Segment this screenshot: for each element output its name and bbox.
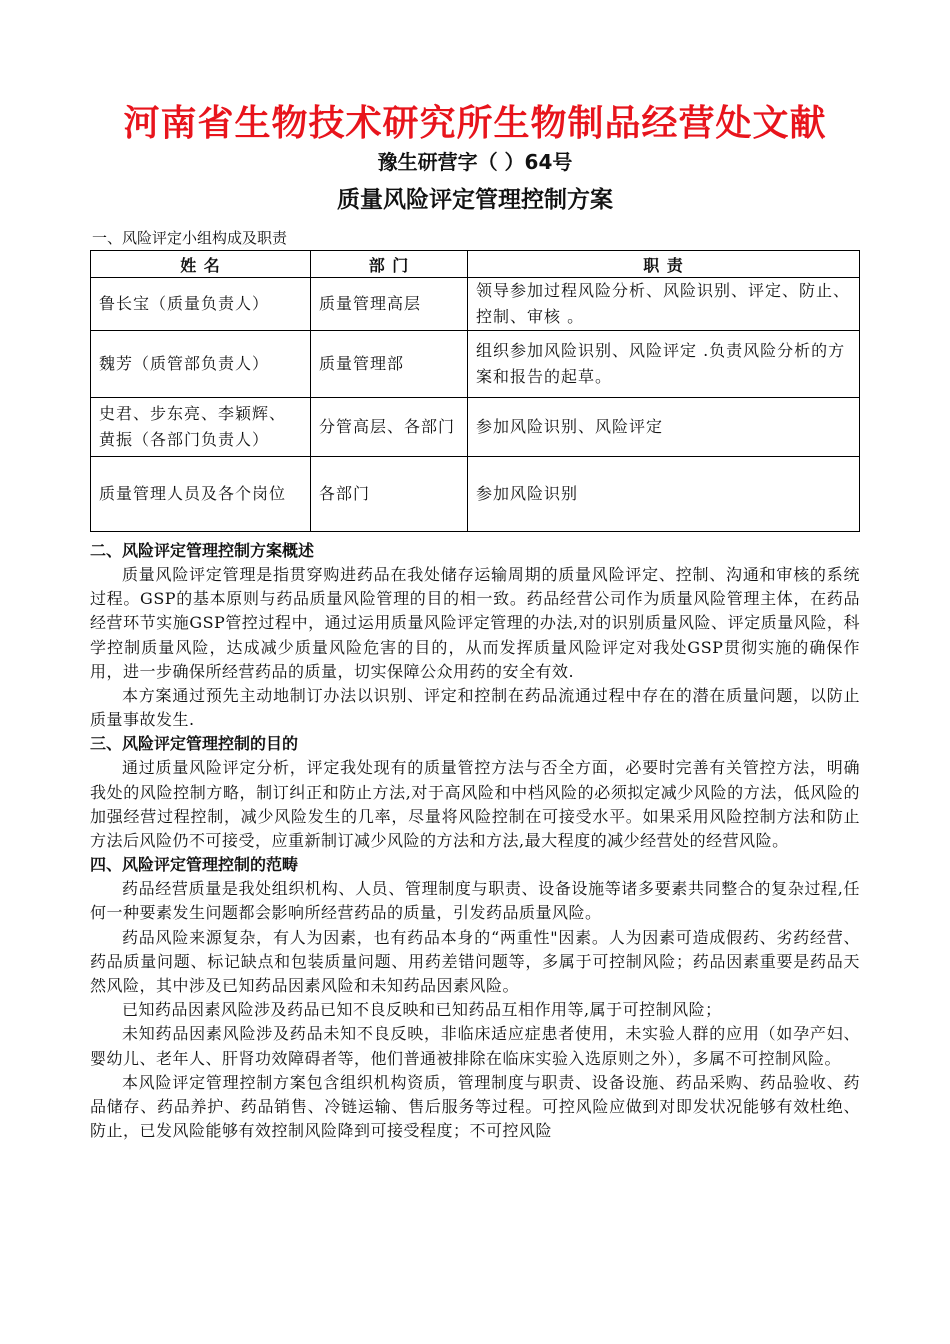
duty-table [90,250,860,532]
doc-title: 质量风险评定管理控制方案 [337,187,613,213]
section4-paragraph: 药品风险来源复杂，有人为因素，也有药品本身的“两重性"因素。人为因素可造成假药、劣药经营、药品质量问题、标记缺点和包装质量问题、用药差错问题等，多属于可控制风险；药品因素重要是药品天然风险，其中涉及已知药品因素风险和未知药品因素风险。 [90,927,860,996]
doc-number: 豫生研营字（ ）64号 [377,150,573,174]
section4-heading: 四、风险评定管理控制的范畴 [90,855,299,875]
section4-paragraph: 本风险评定管理控制方案包含组织机构资质，管理制度与职责、设备设施、药品采购、药品验收、药品储存、药品养护、药品销售、冷链运输、售后服务等过程。可控风险应做到对即发状况能够有效杜绝、防止，已发风险能够有效控制风险降到可接受程度；不可控风险 [90,1072,860,1141]
table-row [91,398,860,457]
cell-duty: 参加风险识别、风险评定 [468,398,860,457]
cell-duty: 组织参加风险识别、风险评定 .负责风险分析的方案和报告的起草。 [468,331,860,398]
section2-paragraph: 质量风险评定管理是指贯穿购进药品在我处储存运输周期的质量风险评定、控制、沟通和审核的系统过程。GSP的基本原则与药品质量风险管理的目的相一致。药品经营公司作为质量风险管理主体，在药品经营环节实施GSP管控过程中，通过运用质量风险评定管理的办法,对的识别质量风险、评定质量风险，科学控制质量风险，达成减少质量风险危害的目的，从而发挥质量风险评定对我处GSP贯彻实施的确保作用，进一步确保所经营药品的质量，切实保障公众用药的安全有效. [90,565,860,681]
cell-dept: 各部门 [311,457,468,532]
section3-paragraph: 通过质量风险评定分析，评定我处现有的质量管控方法与否全方面，必要时完善有关管控方法，明确我处的风险控制方略，制订纠正和防止方法,对于高风险和中档风险的必须拟定减少风险的方法，低风险的加强经营过程控制，减少风险发生的几率，尽量将风险控制在可接受水平。如果采用风险控制方法和防止方法后风险仍不可接受，应重新制订减少风险的方法和方法,最大程度的减少经营处的经营风险。 [90,758,860,851]
table-row [91,457,860,532]
section1-heading: 一、风险评定小组构成及职责 [92,229,288,247]
cell-duty: 领导参加过程风险分析、风险识别、评定、防止、控制、审核 。 [468,278,860,331]
column-header-name: 姓 名 [91,251,311,278]
cell-dept: 分管高层、各部门 [311,398,468,457]
cell-name: 鲁长宝（质量负责人） [91,278,311,331]
column-header-duty: 职 责 [468,251,860,278]
section3-heading: 三、风险评定管理控制的目的 [90,734,299,754]
section2-heading: 二、风险评定管理控制方案概述 [90,541,315,560]
org-title: 河南省生物技术研究所生物制品经营处文献 [123,103,827,144]
cell-name: 魏芳（质管部负责人） [91,331,311,398]
section4-paragraph: 未知药品因素风险涉及药品未知不良反映，非临床适应症患者使用，未实验人群的应用（如孕产妇、婴幼儿、老年人、肝肾功效障碍者等，他们普通被排除在临床实验入选原则之外），多属不可控制风险。 [90,1024,860,1068]
section4-paragraph: 已知药品因素风险涉及药品已知不良反映和已知药品互相作用等,属于可控制风险； [122,1000,722,1020]
cell-duty: 参加风险识别 [468,457,860,532]
column-header-dept: 部 门 [311,251,468,278]
table-row [91,331,860,398]
section4-paragraph: 药品经营质量是我处组织机构、人员、管理制度与职责、设备设施等诸多要素共同整合的复杂过程,任何一种要素发生问题都会影响所经营药品的质量，引发药品质量风险。 [90,879,860,923]
cell-name: 质量管理人员及各个岗位 [91,457,311,532]
body-text [90,539,860,1143]
cell-dept: 质量管理部 [311,331,468,398]
section2-paragraph: 本方案通过预先主动地制订办法以识别、评定和控制在药品流通过程中存在的潜在质量问题，以防止质量事故发生. [90,686,860,730]
table-row [91,278,860,331]
table-header-row [91,251,860,278]
cell-name: 史君、步东亮、李颖辉、黄振（各部门负责人） [91,398,311,457]
cell-dept: 质量管理高层 [311,278,468,331]
